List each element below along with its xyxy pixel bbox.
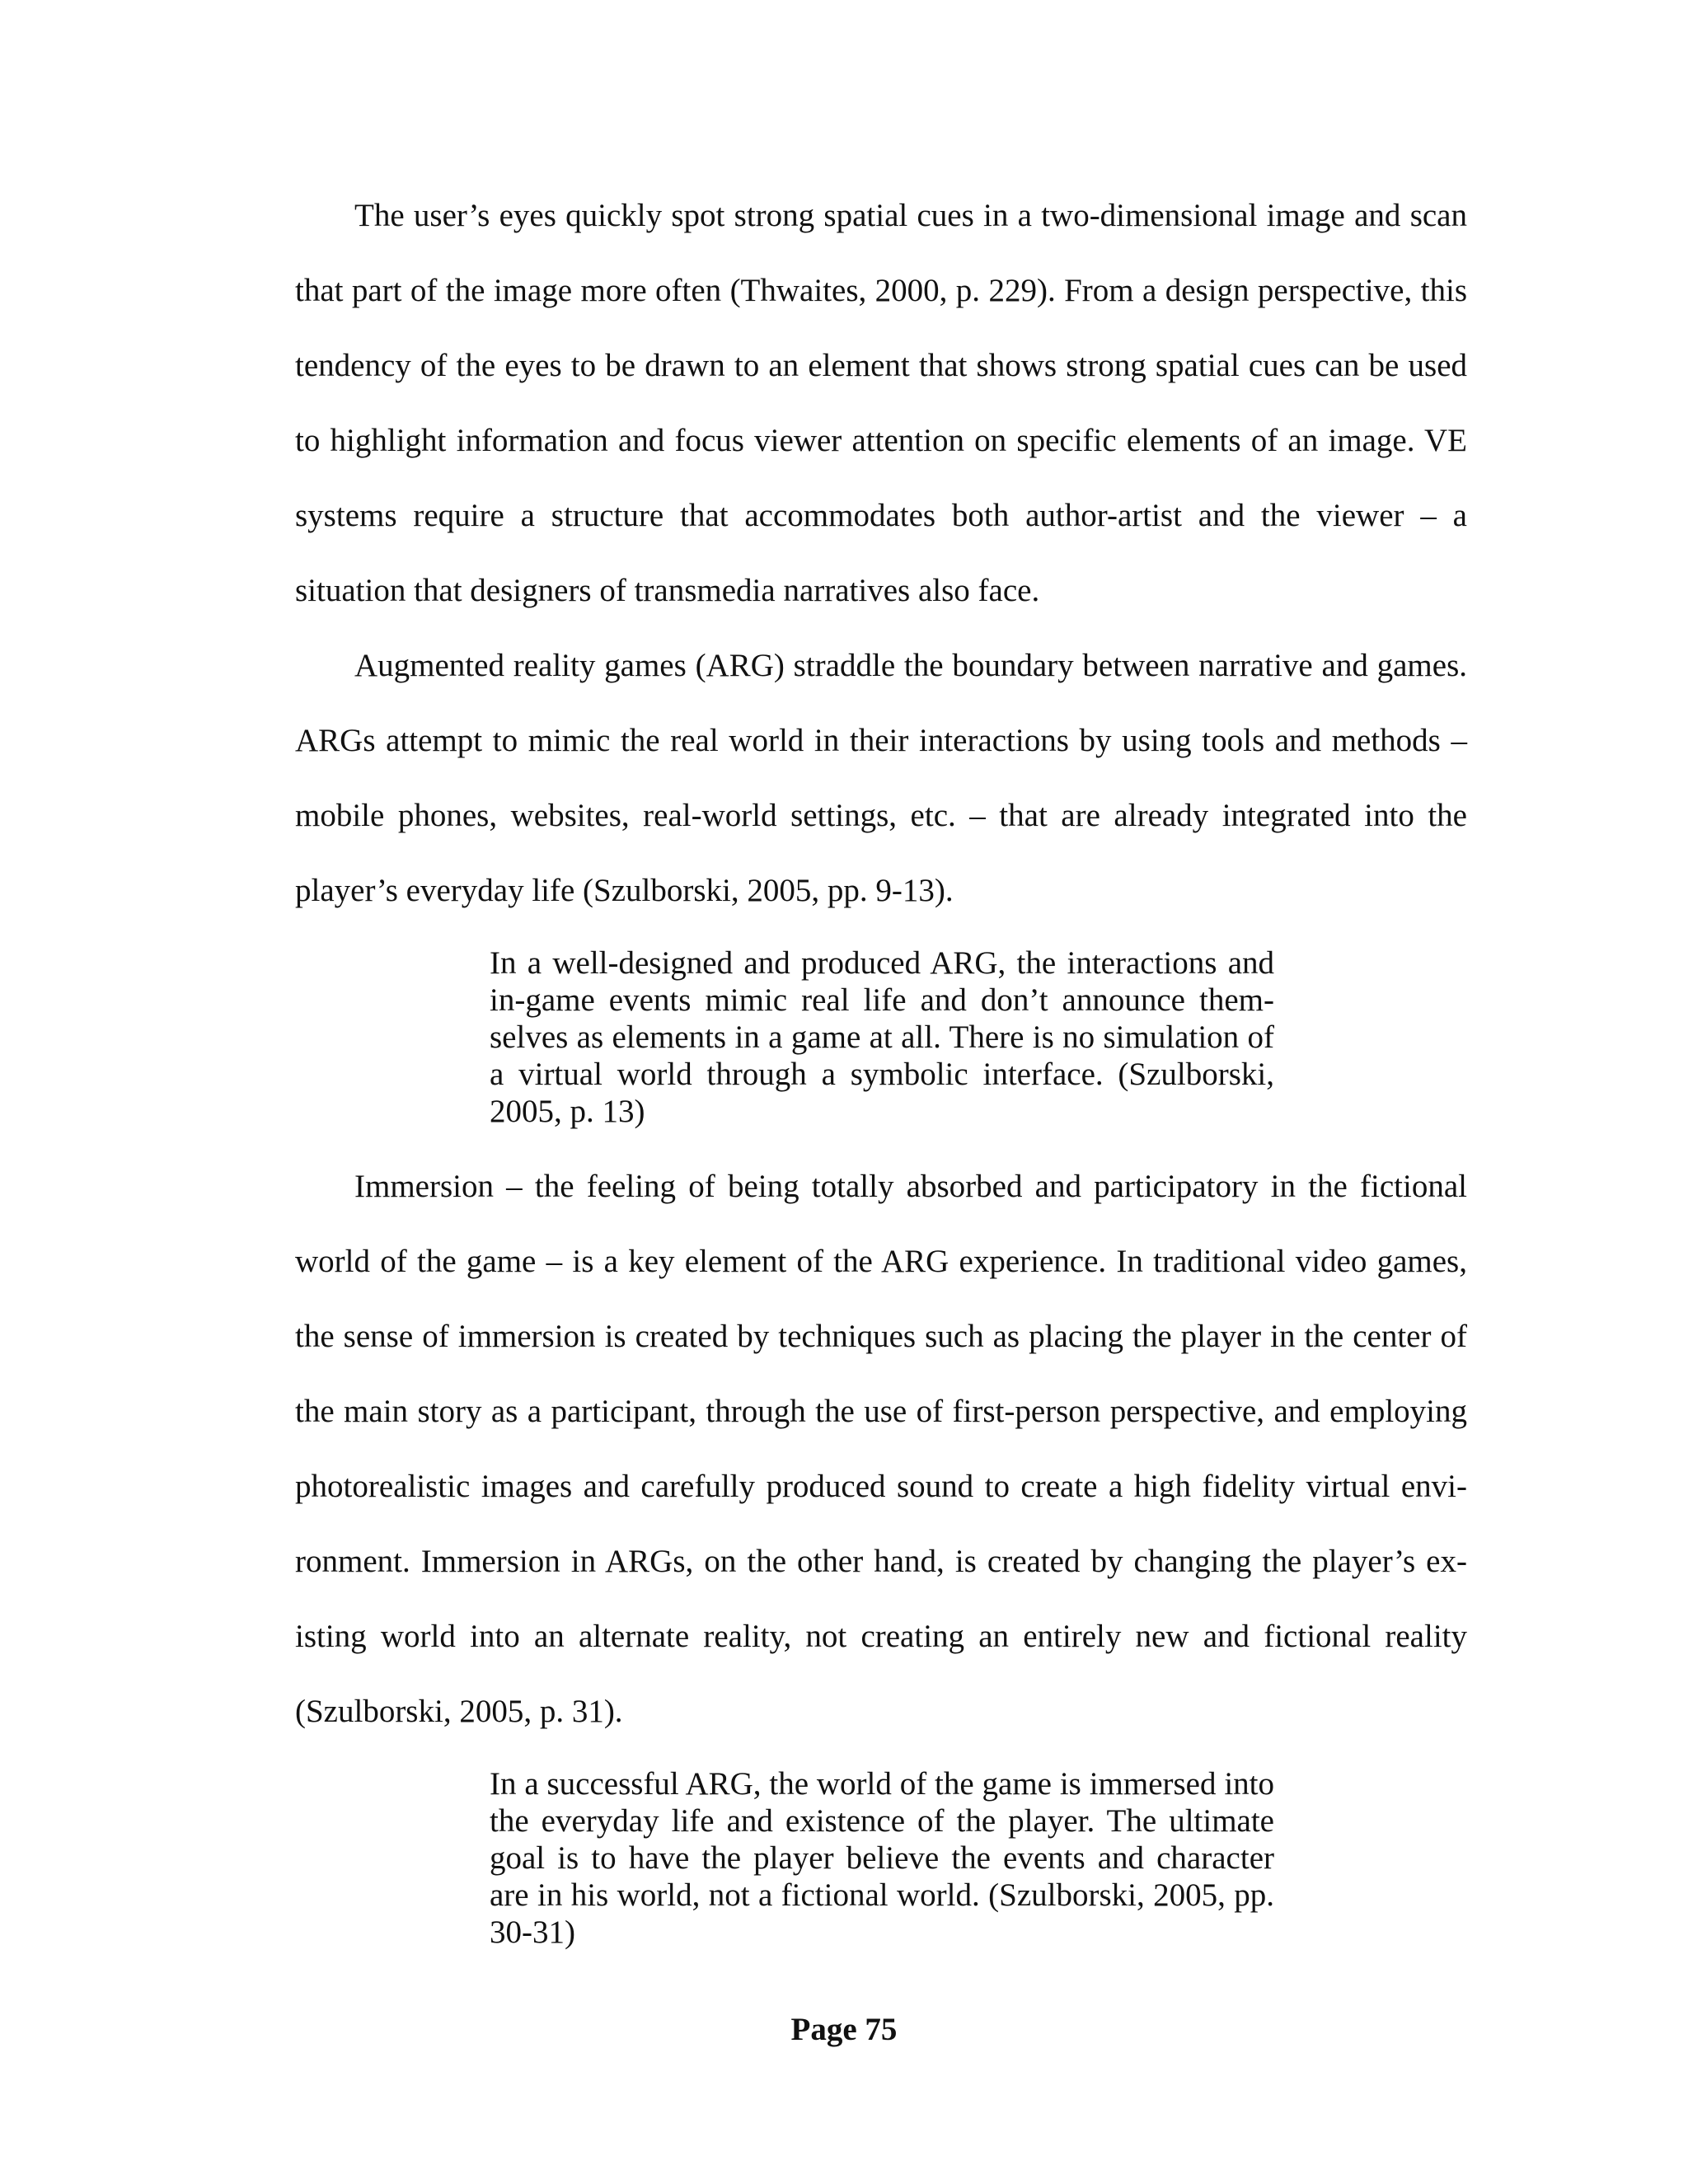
paragraph-text: Immersion – the feeling of being totally absorbed and participatory in the fictional world of the game – is a key element of the ARG experience. In traditional video games, the sense of immersion is created by techniques such as placing the player in the center of the main story as a participant, through the use of first-person perspective, and employing photorealistic images and carefully produced sound to create a high fidelity virtual environment. Immersion in ARGs, on the other hand, is created by changing the player’s existing world into an alternate reality, not creating an entirely new and fictional reality (Szulborski, 2005, p. 31).	[295, 1169, 1467, 1729]
paragraph-text: The user’s eyes quickly spot strong spatial cues in a two-dimensional image and scan that part of the image more often (Thwaites, 2000, p. 229). From a design perspective, this tendency of the eyes to be drawn to an element that shows strong spatial cues can be used to highlight information and focus viewer attention on specific elements of an image. VE systems require a structure that accommodates both author-artist and the viewer – a situation that designers of transmedia narratives also face.	[295, 198, 1467, 608]
block-quote-arg-interactions: In a well-designed and produced ARG, the interactions and in-game events mimic real life and don’t announce themselves as elements in a game at all. There is no simulation of a virtual world through a symbolic interface. (Szulborski, 2005, p. 13)	[490, 945, 1274, 1129]
body-paragraph-arg-intro	[295, 628, 1467, 928]
block-quote-successful-arg: In a successful ARG, the world of the game is immersed into the everyday life and existence of the player. The ultimate goal is to have the player believe the events and character are in his world, not a fictional world. (Szulborski, 2005, pp. 30-31)	[490, 1766, 1274, 1950]
paragraph-text: Augmented reality games (ARG) straddle the boundary between narrative and games. ARGs attempt to mimic the real world in their interactions by using tools and methods – mobile phones, websites, real-world settings, etc. – that are already integrated into the player’s everyday life (Szulborski, 2005, pp. 9-13).	[295, 648, 1467, 908]
body-paragraph-spatial-cues	[295, 178, 1467, 628]
body-paragraph-immersion	[295, 1149, 1467, 1749]
page-number: Page 75	[790, 2012, 898, 2047]
